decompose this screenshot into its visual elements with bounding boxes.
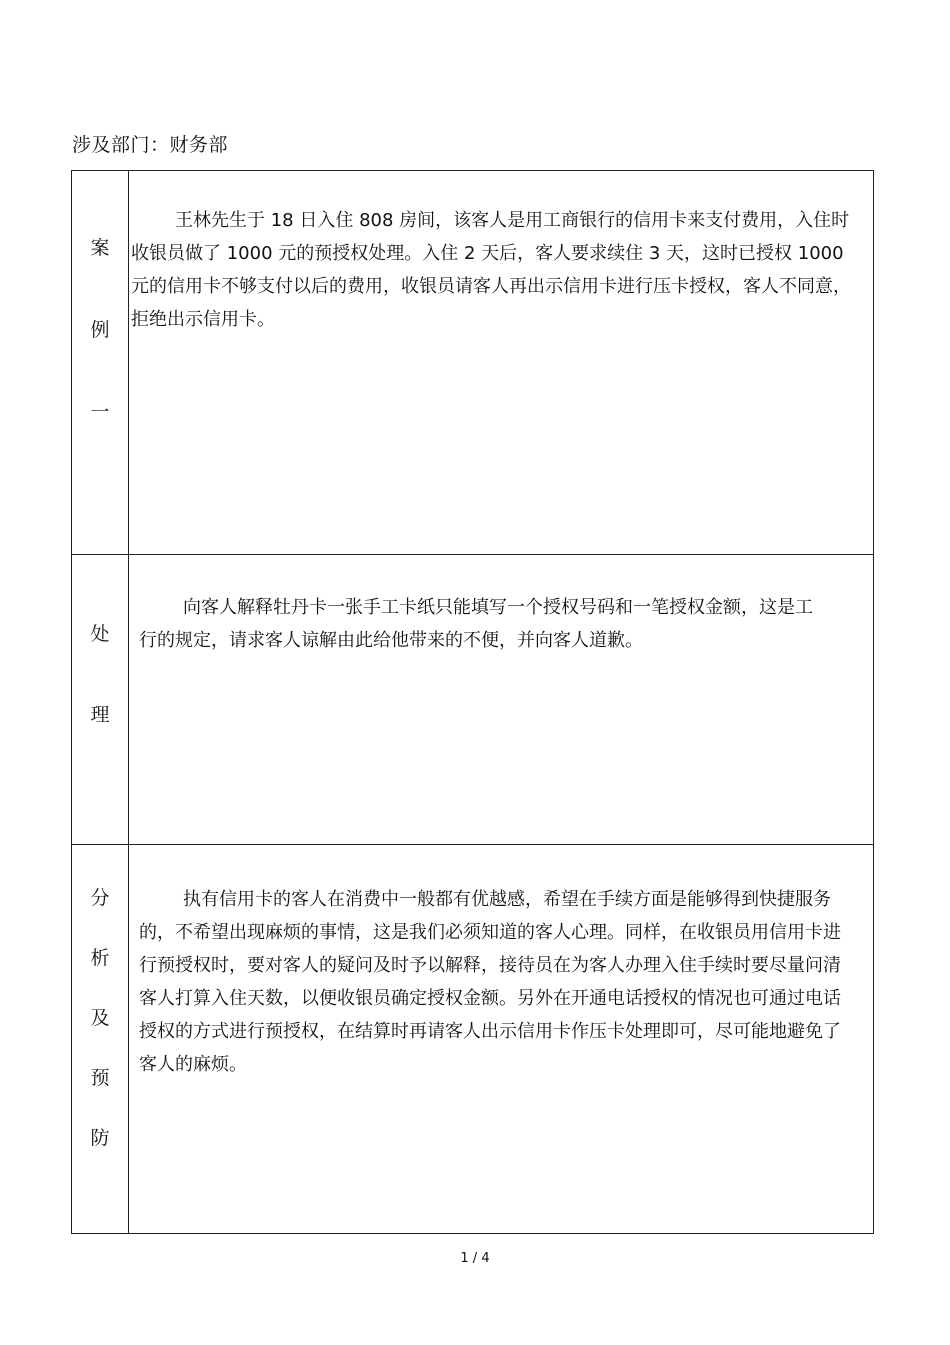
case-description: [129, 171, 874, 555]
label-char: 预: [90, 1067, 110, 1089]
label-char: 分: [90, 887, 110, 909]
analysis-text: 执有信用卡的客人在消费中一般都有优越感，希望在手续方面是能够得到快捷服务的，不希望出现麻烦的事情，这是我们必须知道的客人心理。同样，在收银员用信用卡进行预授权时，要对客人的疑问及时予以解释，接待员在为客人办理入住手续时要尽量问清客人打算入住天数，以便收银员确定授权金额。另外在开通电话授权的情况也可通过电话授权的方式进行预授权，在结算时再请客人出示信用卡作压卡处理即可，尽可能地避免了客人的麻烦。: [139, 889, 841, 1075]
label-char: 防: [90, 1127, 110, 1149]
row-label-case: [72, 171, 129, 555]
department-line: 涉及部门：财务部: [72, 134, 229, 156]
page-number: 1 / 4: [460, 1251, 490, 1266]
table-row-handling: [72, 555, 874, 845]
row-label-handling: [72, 555, 129, 845]
label-char: 理: [90, 704, 110, 726]
label-char: 析: [90, 947, 110, 969]
label-char: 案: [90, 237, 110, 259]
analysis-description: [129, 845, 874, 1234]
case-table: [71, 170, 874, 1234]
case-text: 王林先生于 18 日入住 808 房间，该客人是用工商银行的信用卡来支付费用，入住时收银员做了 1000 元的预授权处理。入住 2 天后，客人要求续住 3 天，这时已授权 1000 元的信用卡不够支付以后的费用，收银员请客人再出示信用卡进行压卡授权，客人不同意，拒绝出示信用卡。: [131, 210, 851, 330]
handling-description: [129, 555, 874, 845]
table-row-case: [72, 171, 874, 555]
handling-text: 向客人解释牡丹卡一张手工卡纸只能填写一个授权号码和一笔授权金额，这是工行的规定，请求客人谅解由此给他带来的不便，并向客人道歉。: [139, 597, 813, 651]
label-char: 及: [90, 1007, 110, 1029]
label-char: 一: [90, 401, 110, 423]
row-label-analysis: [72, 845, 129, 1234]
table-row-analysis: [72, 845, 874, 1234]
label-char: 处: [90, 623, 110, 645]
label-char: 例: [90, 319, 110, 341]
